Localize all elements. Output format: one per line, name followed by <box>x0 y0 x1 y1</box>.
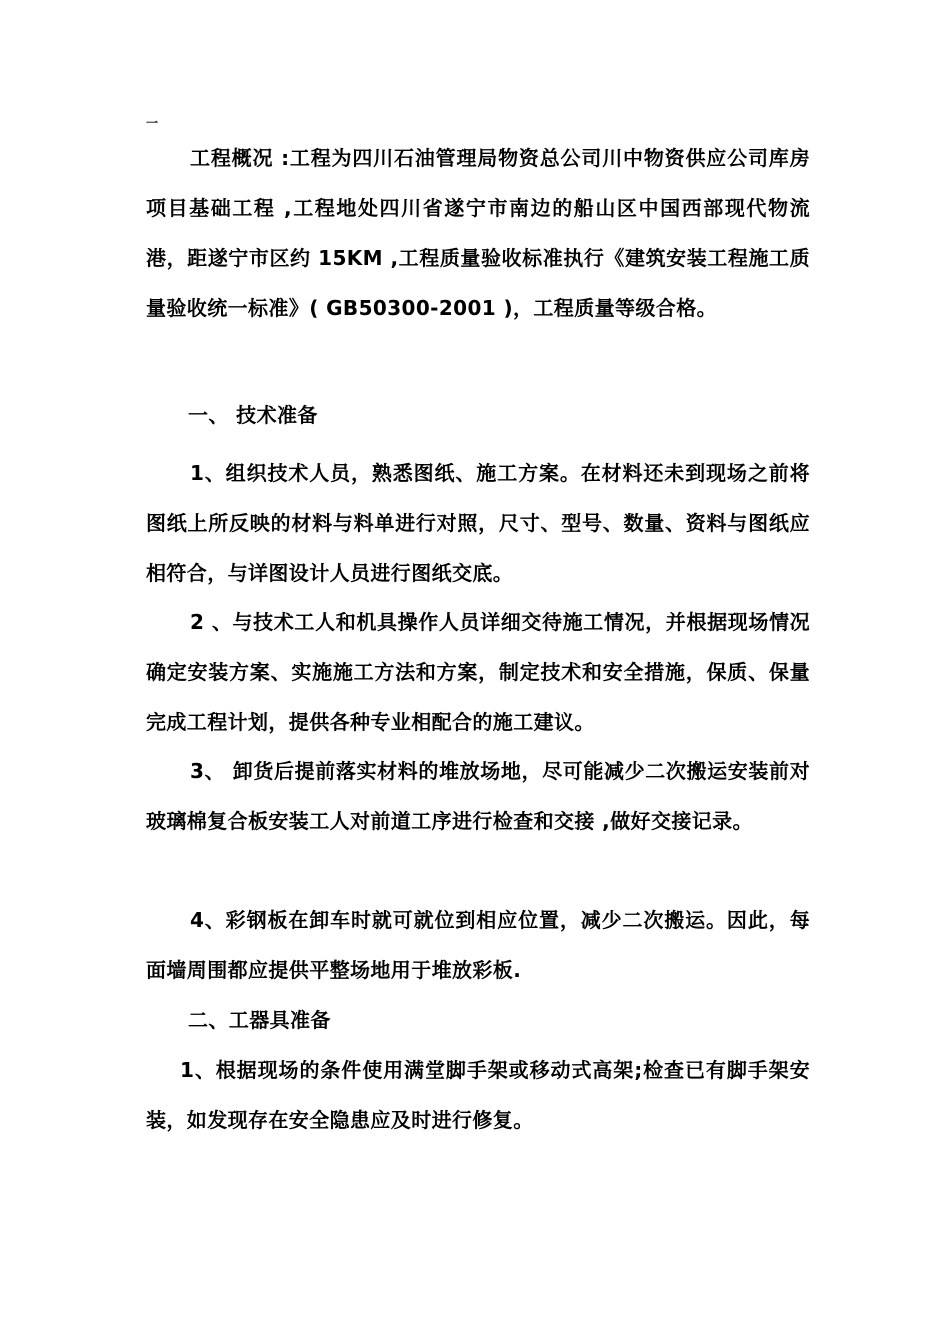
overview-paragraph: 工程概况 :工程为四川石油管理局物资总公司川中物资供应公司库房项目基础工程 ,工程地处四川省遂宁市南边的船山区中国西部现代物流港，距遂宁市区约 15KM ,工程质量验收标准执行《建筑安装工程施工质量验收统一标准》( GB50300-2001 )，工程质量等级合格。 <box>146 146 810 320</box>
section-heading-technical-preparation: 一、 技术准备 <box>188 403 318 427</box>
technical-item-1: 1、组织技术人员，熟悉图纸、施工方案。在材料还未到现场之前将图纸上所反映的材料与料单进行对照，尺寸、型号、数量、资料与图纸应相符合，与详图设计人员进行图纸交底。 <box>146 461 810 585</box>
technical-item-4: 4、彩钢板在卸车时就可就位到相应位置，减少二次搬运。因此，每面墙周围都应提供平整场地用于堆放彩板. <box>146 908 810 982</box>
technical-item-2: 2 、与技术工人和机具操作人员详细交待施工情况，并根据现场情况确定安装方案、实施施工方法和方案，制定技术和安全措施，保质、保量完成工程计划，提供各种专业相配合的施工建议。 <box>146 610 810 734</box>
section-heading-tools-preparation: 二、工器具准备 <box>188 1008 331 1032</box>
technical-item-3: 3、 卸货后提前落实材料的堆放场地，尽可能减少二次搬运安装前对玻璃棉复合板安装工人对前道工序进行检查和交接 ,做好交接记录。 <box>146 759 810 833</box>
corner-mark: 一 <box>146 116 159 130</box>
tools-item-1: 1、根据现场的条件使用满堂脚手架或移动式高架;检查已有脚手架安装，如发现存在安全隐患应及时进行修复。 <box>146 1058 810 1132</box>
